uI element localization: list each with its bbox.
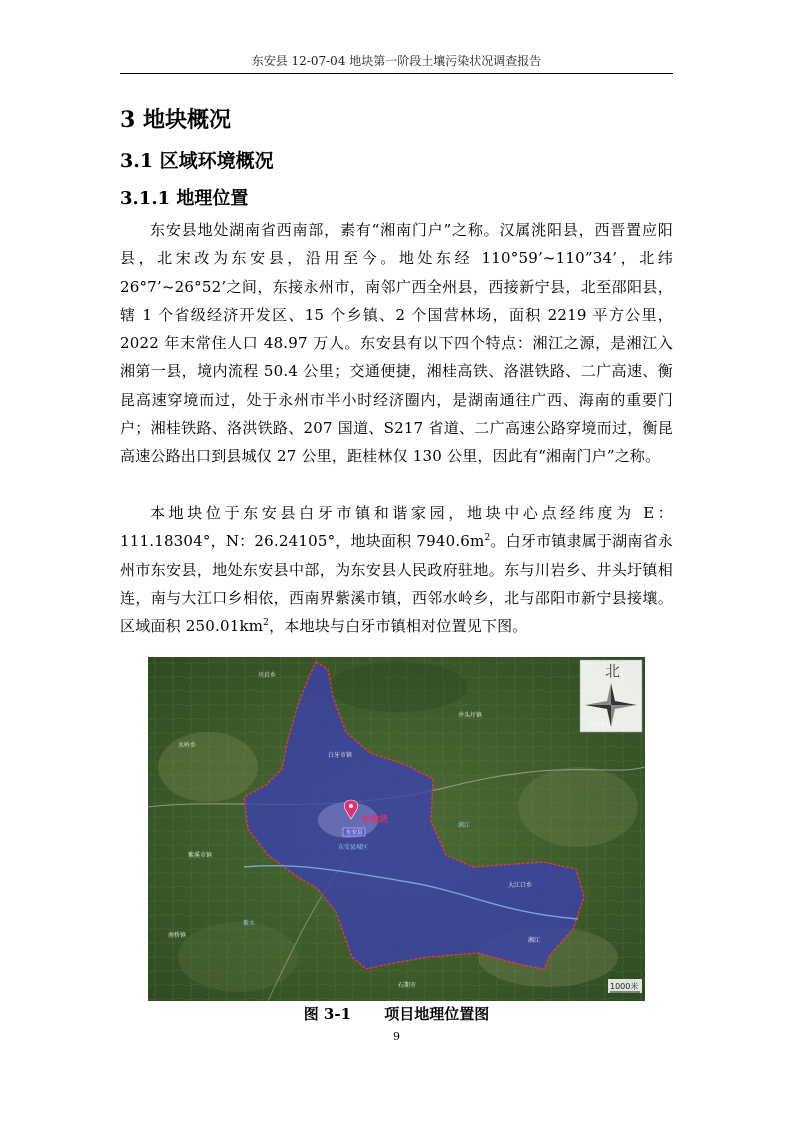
caption-text: 项目地理位置图 [384, 1005, 490, 1023]
water-label: 湘江 [458, 822, 471, 829]
scale-bar [608, 979, 642, 993]
water-label: 东安县城区 [338, 844, 369, 851]
compass-label: 北 [605, 662, 621, 680]
map-label: 大江口乡 [508, 882, 533, 889]
superscript: 2 [263, 618, 270, 629]
header-rule [120, 73, 673, 74]
map-label: 湘江 [528, 937, 541, 944]
paragraph-location: 东安县地处湖南省西南部，素有“湘南门户”之称。汉属洮阳县，西晋置应阳县，北宋改为东安县，沿用至今。地处东经 110°59’~110”34’，北纬 26°7’~26°52’之间，东接永州市，南邻广西全州县，西接新宁县，北至邵阳县，辖 1 个省级经济开发区、15 个乡镇、2 个国营林场，面积 2219 平方公里，2022 年末常住人口 48.97 万人。东安县有以下四个特点：湘江之源，是湘江入湘第一县，境内流程 50.4 公里；交通便捷，湘桂高铁、洛湛铁路、二广高速、衡昆高速穿境而过，处于永州市半小时经济圈内，是湖南通往广西、海南的重要门户；湘桂铁路、洛洪铁路、207 国道、S217 省道、二广高速公路穿境而过，衡昆高速公路出口到县城仅 27 公里，距桂林仅 130 公里，因此有“湘南门户”之称。 [120, 221, 673, 466]
paragraph-site-part-b: 。白牙市镇隶属于湖南省永州市东安县，地处东安县中部，为东安县人民政府驻地。东与川岩乡、井头圩镇相连，南与大江口乡相依，西南界紫溪市镇，西邻水岭乡，北与邵阳市新宁县接壤。区域面积 250.01km [120, 532, 673, 636]
caption-number: 图 3-1 [303, 1005, 352, 1023]
map-label: 南桥镇 [168, 932, 187, 939]
paragraph-site-part-c: ，本地块与白牙市镇相对位置见下图。 [269, 617, 528, 636]
paragraph-site [120, 499, 673, 640]
water-label: 紫水 [243, 920, 256, 927]
section-heading-1: 3 地块概况 [120, 107, 231, 133]
satellite-map [148, 657, 645, 1001]
running-header: 东安县 12-07-04 地块第一阶段土壤污染状况调查报告 [251, 54, 542, 68]
scale-label: 1000米 [610, 982, 639, 991]
location-map-figure [148, 657, 645, 1001]
map-label: 石期市 [398, 982, 417, 989]
north-arrow [580, 660, 642, 732]
section-heading-2: 3.1 区域环境概况 [120, 150, 274, 172]
section-heading-3: 3.1.1 地理位置 [120, 188, 249, 209]
page-number: 9 [393, 1030, 400, 1043]
map-label: 白牙市镇 [328, 752, 353, 759]
paragraph-site-part-a: 本地块位于东安县白牙市镇和谐家园，地块中心点经纬度为 E：111.18304°，N：26.24105°，地块面积 7940.6m [120, 504, 673, 551]
map-label: 川岩乡 [258, 672, 277, 679]
map-label: 紫溪市镇 [188, 852, 213, 859]
map-label: 水岭乡 [178, 742, 197, 749]
map-label: 井头圩镇 [458, 712, 483, 719]
county-label: 东安县 [346, 830, 363, 836]
figure-caption [120, 1003, 673, 1024]
superscript: 2 [484, 533, 491, 544]
site-label: 本地块 [361, 815, 389, 825]
